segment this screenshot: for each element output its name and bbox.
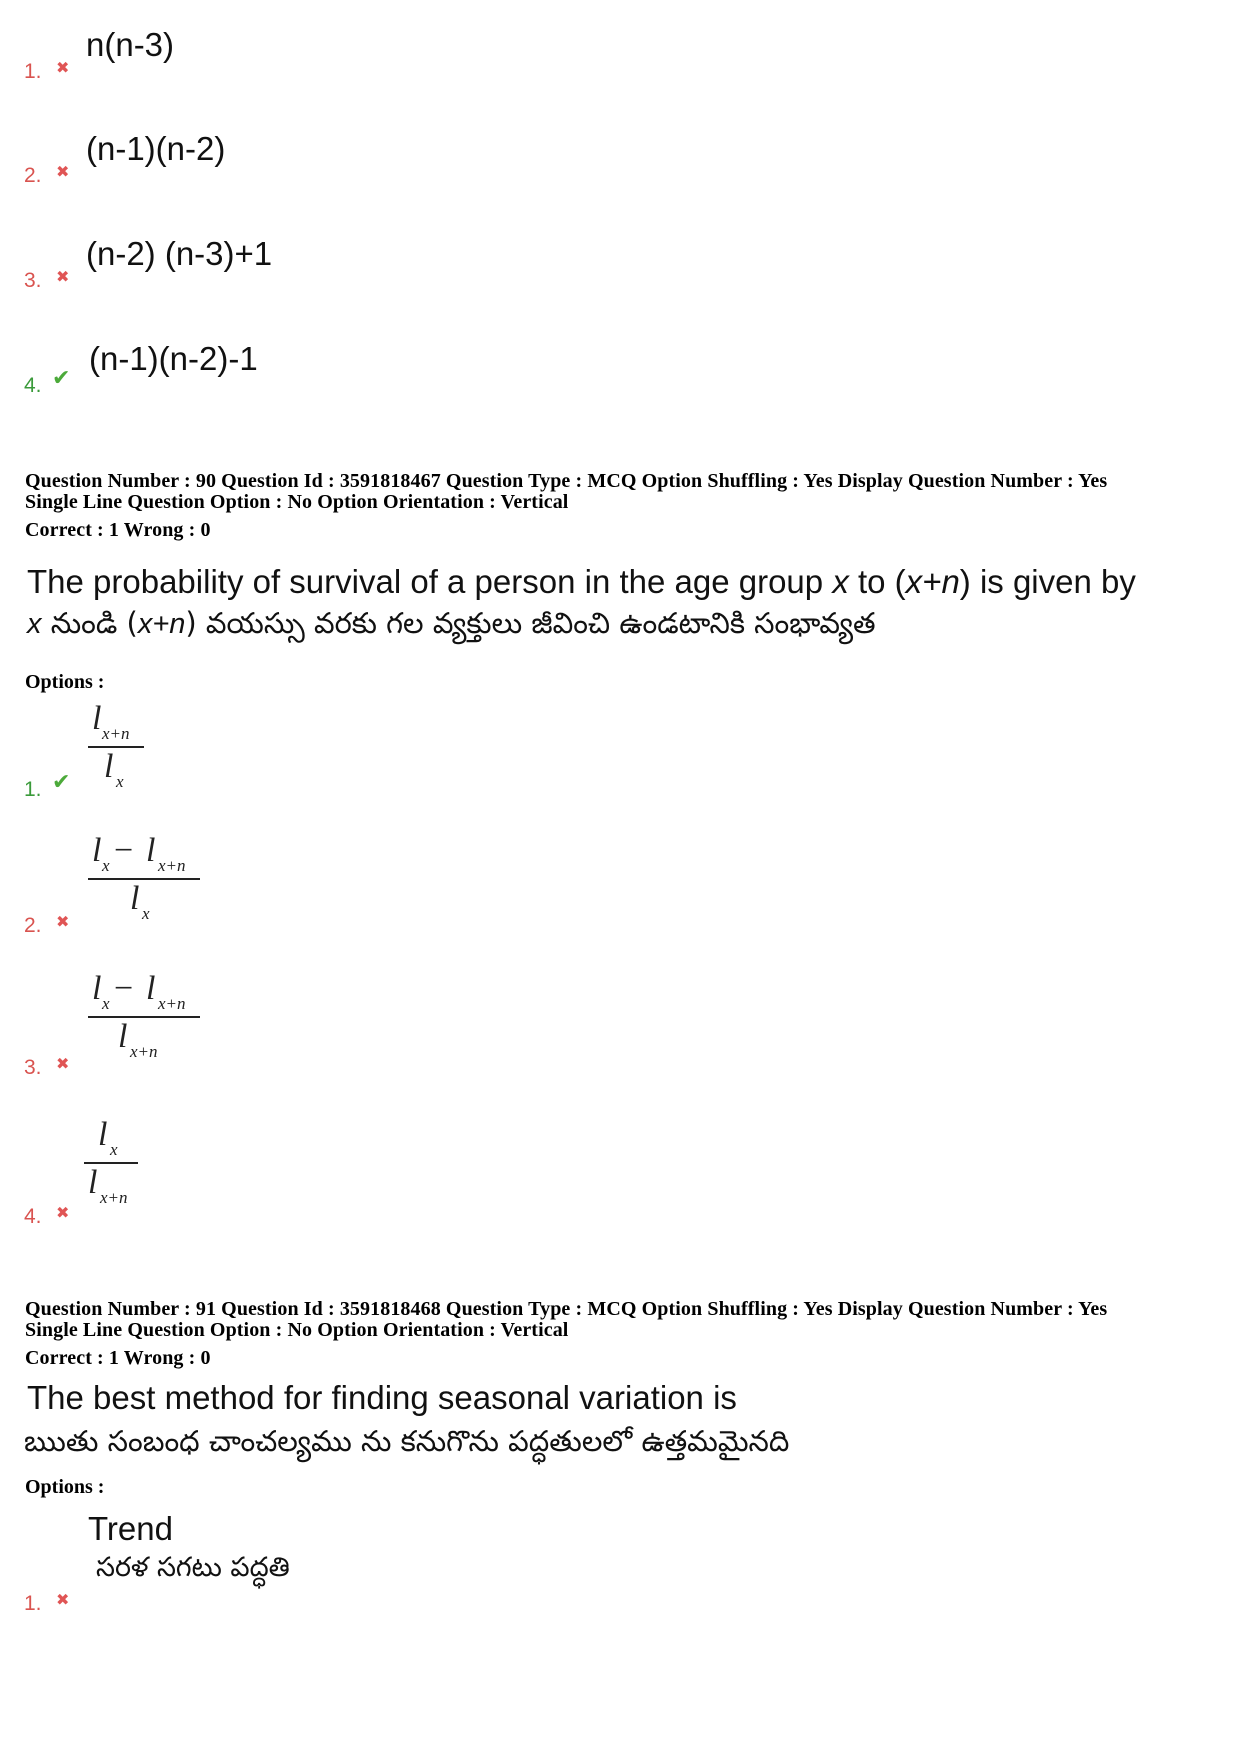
option-number: 1. (24, 778, 42, 801)
correct-icon: ✔ (52, 770, 71, 795)
question-meta-options: Single Line Question Option : No Option Orientation : Vertical (25, 1319, 569, 1341)
wrong-icon: ✖ (56, 912, 70, 931)
option-fraction: l x − l x+n l x+n (88, 970, 208, 1070)
question-text-telugu: ఋతు సంబంధ చాంచల్యము ను కనుగొను పద్ధతులలో ఉత్తమమైనది (24, 1424, 790, 1458)
option-number: 1. (24, 60, 42, 83)
question-meta: Question Number : 91 Question Id : 3591818468 Question Type : MCQ Option Shuffling : Yes Display Question Number : Yes (25, 1298, 1108, 1320)
option-fraction: l x+n l x (88, 700, 148, 800)
wrong-icon: ✖ (56, 58, 70, 77)
option-text: n(n-3) (86, 26, 175, 63)
option-text-english: Trend (88, 1510, 173, 1547)
option-text: (n-2) (n-3)+1 (86, 235, 273, 272)
option-fraction: l x − l x+n l x (88, 832, 208, 932)
option-number: 3. (24, 1056, 42, 1079)
option-text: (n-1)(n-2) (86, 130, 226, 167)
option-number: 3. (24, 269, 42, 292)
option-fraction: l x l x+n (84, 1116, 154, 1216)
wrong-icon: ✖ (56, 1590, 70, 1609)
option-number: 2. (24, 164, 42, 187)
wrong-icon: ✖ (56, 267, 70, 286)
option-text: (n-1)(n-2)-1 (89, 340, 258, 377)
wrong-icon: ✖ (56, 1054, 70, 1073)
question-text-english: The probability of survival of a person in the age group x to (x+n) is given by (27, 563, 1136, 600)
options-label: Options : (25, 1476, 105, 1498)
wrong-icon: ✖ (56, 162, 70, 181)
option-number: 1. (24, 1592, 42, 1615)
question-meta: Question Number : 90 Question Id : 3591818467 Question Type : MCQ Option Shuffling : Yes Display Question Number : Yes (25, 470, 1108, 492)
question-marks: Correct : 1 Wrong : 0 (25, 1347, 211, 1369)
options-label: Options : (25, 671, 105, 693)
question-marks: Correct : 1 Wrong : 0 (25, 519, 211, 541)
option-number: 2. (24, 914, 42, 937)
option-number: 4. (24, 374, 42, 397)
option-text-telugu: సరళ సగటు పద్ధతి (96, 1552, 290, 1583)
correct-icon: ✔ (52, 366, 71, 391)
question-text-english: The best method for finding seasonal variation is (27, 1379, 737, 1416)
question-meta-options: Single Line Question Option : No Option Orientation : Vertical (25, 491, 569, 513)
question-text-telugu: x నుండి (x+n) వయస్సు వరకు గల వ్యక్తులు జీవించి ఉండటానికి సంభావ్యత (27, 606, 876, 640)
wrong-icon: ✖ (56, 1203, 70, 1222)
option-number: 4. (24, 1205, 42, 1228)
